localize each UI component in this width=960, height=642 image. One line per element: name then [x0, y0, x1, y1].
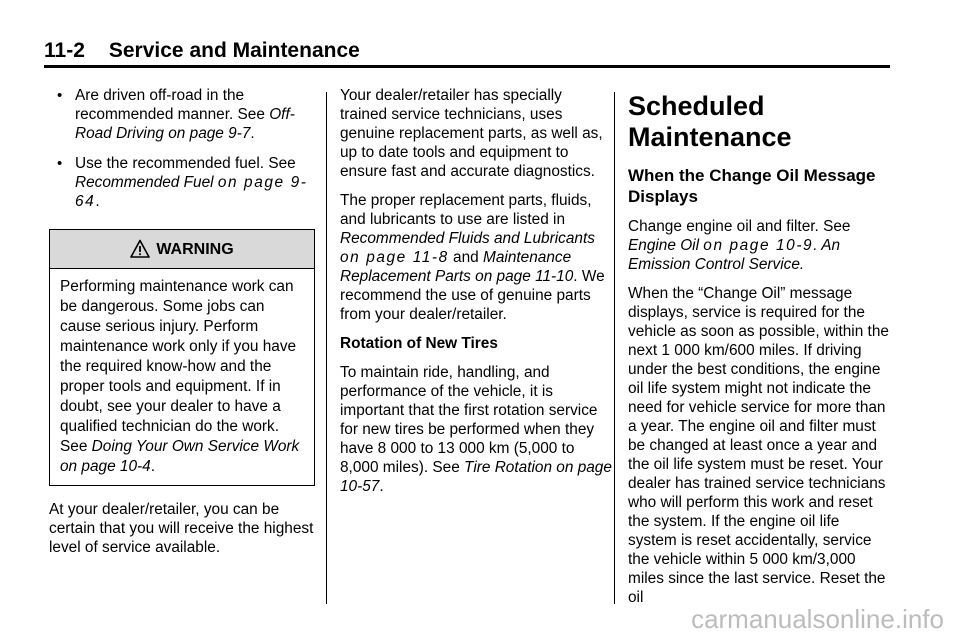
warning-text: Performing maintenance work can be dangerous. Some jobs can cause serious injury. Perform maintenance work only if you have the required know-how and the proper tools and equipment. If in doubt, see your dealer to have a qualified technician do the work. See Doing Your Own Service Work on page 10-4. [60, 278, 300, 475]
heading-scheduled-maintenance: Scheduled Maintenance [628, 91, 792, 152]
link-off-road-driving[interactable]: Off-Road Driving on page 9-7 [75, 106, 295, 142]
warning-title: WARNING [156, 240, 234, 258]
heading-change-oil-message: When the Change Oil Message Displays [628, 166, 876, 206]
link-recommended-fluids[interactable]: Recommended Fluids and Lubricants on page 11-8 [340, 230, 595, 266]
bullet-icon: • [57, 155, 63, 172]
watermark: carmanualsonline.info [691, 604, 944, 634]
paragraph-tire-rotation: To maintain ride, handling, and performance of the vehicle, it is important that the first rotation service for new tires be performed when they have 8 000 to 13 000 km (5,000 to 8,000 miles). See Tire Rotation on page 10-57. [340, 364, 612, 495]
link-recommended-fuel[interactable]: Recommended Fuel on page 9-64 [75, 174, 308, 210]
header-rule [44, 65, 890, 68]
section-title: Service and Maintenance [108, 39, 360, 62]
column-divider-1 [326, 92, 327, 604]
page-header [44, 40, 890, 62]
column-1 [49, 86, 317, 567]
bullet-icon: • [57, 87, 63, 104]
warning-triangle-icon [130, 239, 150, 259]
link-maintenance-replacement-parts[interactable]: Maintenance Replacement Parts on page 11-10 [340, 249, 574, 285]
paragraph-dealer-technicians: Your dealer/retailer has specially trained service technicians, uses genuine replacement parts, as well as, up to date tools and equipment to ensure fast and accurate diagnostics. [340, 87, 603, 180]
paragraph-change-oil-message: When the “Change Oil” message displays, service is required for the vehicle as soon as possible, within the next 1 000 km/600 miles. If driving under the best conditions, the engine oil life system might not indicate the need for vehicle service for more than a year. The engine oil and filter must be changed at least once a year and the oil life system must be reset. Your dealer has trained service technicians who will perform this work and reset the system. If the engine oil life system is reset accidentally, service the vehicle within 5 000 km/3,000 miles since the last service. Reset the oil [628, 285, 889, 606]
link-doing-your-own-service[interactable]: Doing Your Own Service Work on page 10-4 [60, 438, 300, 475]
column-2 [340, 86, 612, 506]
page-number: 11-2 [44, 39, 85, 62]
column-divider-2 [614, 92, 615, 604]
bullet-off-road: • Are driven off-road in the recommended manner. See Off-Road Driving on page 9-7. [57, 87, 295, 142]
warning-box [49, 229, 315, 486]
paragraph-change-engine-oil: Change engine oil and filter. See Engine Oil on page 10-9. An Emission Control Service. [628, 218, 851, 273]
bullet-fuel: • Use the recommended fuel. See Recommended Fuel on page 9-64. [57, 155, 308, 210]
link-tire-rotation[interactable]: Tire Rotation on page 10-57 [340, 459, 612, 495]
paragraph-dealer-service: At your dealer/retailer, you can be certain that you will receive the highest level of service available. [49, 501, 314, 556]
heading-rotation-new-tires: Rotation of New Tires [340, 335, 498, 352]
column-3 [628, 86, 890, 617]
link-engine-oil[interactable]: Engine Oil on page 10-9. An Emission Control Service. [628, 237, 841, 273]
warning-header [50, 230, 314, 269]
paragraph-replacement-parts: The proper replacement parts, fluids, and lubricants to use are listed in Recommended Fluids and Lubricants on page 11-8 and Maintenance Replacement Parts on page 11-10. We recommend the use of genuine parts from your dealer/retailer. [340, 192, 605, 323]
